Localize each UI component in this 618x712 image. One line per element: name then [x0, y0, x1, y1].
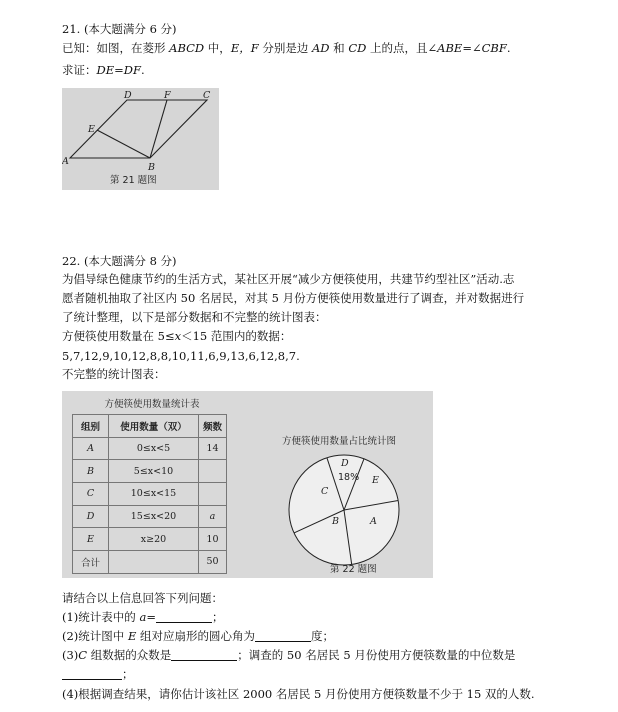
label-f: F [164, 90, 171, 101]
sub3-mid2: ；调查的 50 名居民 5 月份使用方便筷数量的中位数是 [237, 648, 516, 662]
q21-prove-end: . [140, 63, 145, 77]
pie-label-b: B [332, 516, 339, 527]
q22-data-line: 5,7,12,9,10,12,8,8,10,11,6,9,13,6,12,8,7. [62, 349, 300, 363]
sub2-end: 度； [311, 629, 335, 643]
sub1-prefix: (1)统计表中的 [62, 610, 140, 624]
cell-freq: a [199, 505, 227, 528]
q22-sub3-cont [62, 666, 134, 682]
q22-sub3 [62, 647, 515, 663]
q21-given-mid3: 和 [329, 41, 349, 55]
sub2-mid: 组对应扇形的圆心角为 [136, 629, 256, 643]
pie-label-d: D [341, 458, 349, 469]
cell-group: D [73, 505, 109, 528]
q22-ask: 请结合以上信息回答下列问题： [62, 591, 223, 605]
table-title: 方便筷使用数量统计表 [104, 399, 200, 410]
sub2-answer-blank[interactable] [255, 630, 311, 642]
q21-figure [62, 88, 219, 190]
sub3-var: C [78, 648, 88, 662]
segment-be [97, 130, 150, 158]
sub3-median-blank[interactable] [62, 668, 122, 680]
cell-group: B [73, 460, 109, 483]
total-value: 50 [199, 551, 227, 574]
q21-given-cd: CD [348, 41, 367, 55]
q22-paragraph-4 [62, 328, 291, 344]
q22-figure [62, 391, 433, 578]
q22-p4-prefix: 方便筷使用数量在 5≤ [62, 329, 175, 343]
sub1-var: a [139, 610, 147, 624]
q22-p4-suffix: ＜15 范围内的数据： [181, 329, 292, 343]
label-c: C [203, 90, 211, 101]
q21-prove-eq: DE=DF [96, 63, 141, 77]
q22-sub1 [62, 609, 223, 625]
cell-group: A [73, 437, 109, 460]
q21-given [62, 40, 510, 56]
sub3-mid: 组数据的众数是 [87, 648, 172, 662]
q21-given-end: . [506, 41, 511, 55]
q21-given-abcd: ABCD [169, 41, 205, 55]
sub2-var: E [127, 629, 137, 643]
q21-given-ad: AD [312, 41, 330, 55]
cell-range: x≥20 [109, 528, 199, 551]
label-b: B [148, 162, 155, 173]
figure22-caption: 第 22 题图 [330, 564, 377, 575]
q22-paragraph-3: 了统计整理，以下是部分数据和不完整的统计图表： [62, 310, 327, 324]
figure21-caption: 第 21 题图 [110, 175, 157, 186]
q21-prove [62, 62, 145, 78]
total-label: 合计 [73, 551, 109, 574]
sub2-prefix: (2)统计图中 [62, 629, 128, 643]
q21-header: 21. (本大题满分 6 分) [62, 22, 177, 36]
label-d: D [124, 90, 132, 101]
q21-given-mid1: 中， [204, 41, 231, 55]
label-a: A [62, 156, 69, 167]
q21-prove-prefix: 求证： [62, 63, 97, 77]
header-freq: 频数 [199, 415, 227, 438]
sub1-end: ； [211, 610, 224, 624]
cell-range: 5≤x<10 [109, 460, 199, 483]
cell-range: 0≤x<5 [109, 437, 199, 460]
q22-sub2 [62, 628, 334, 644]
pie-label-e: E [372, 475, 379, 486]
sub1-eq: = [146, 610, 156, 624]
header-range: 使用数量（双） [109, 415, 199, 438]
cell-group: C [73, 483, 109, 506]
q22-paragraph-1: 为倡导绿色健康节约的生活方式，某社区开展“减少方便筷使用，共建节约型社区”活动.志 [62, 272, 515, 286]
cell-range: 10≤x<15 [109, 483, 199, 506]
q21-given-prefix: 已知：如图，在菱形 [62, 41, 170, 55]
pie-d-percent: 18% [338, 472, 360, 483]
q21-given-angle: ∠ABE=∠CBF [427, 41, 507, 55]
pie-title: 方便筷使用数量占比统计图 [282, 436, 397, 447]
label-e: E [88, 124, 95, 135]
q22-paragraph-5: 不完整的统计图表： [62, 367, 166, 381]
q22-header: 22. (本大题满分 8 分) [62, 254, 177, 268]
sub3-end: ； [122, 667, 134, 681]
pie-label-c: C [321, 486, 329, 497]
pie-chart [62, 391, 433, 578]
header-group: 组别 [73, 415, 109, 438]
cell-freq: 10 [199, 528, 227, 551]
cell-freq: 14 [199, 437, 227, 460]
q22-p4-x: x [174, 329, 182, 343]
sub1-answer-blank[interactable] [156, 611, 212, 623]
q22-sub4: (4)根据调查结果，请你估计该社区 2000 名居民 5 月份使用方便筷数量不少于 15 双的人数. [62, 687, 535, 701]
q21-given-mid2: 分别是边 [258, 41, 312, 55]
q21-given-ef: E，F [230, 41, 259, 55]
cell-range: 15≤x<20 [109, 505, 199, 528]
q22-paragraph-2: 愿者随机抽取了社区内 50 名居民，对其 5 月份方便筷使用数量进行了调查，并对数据进行 [62, 291, 525, 305]
pie-label-a: A [370, 516, 377, 527]
q21-given-mid4: 上的点，且 [366, 41, 428, 55]
cell-group: E [73, 528, 109, 551]
sub3-prefix: (3) [62, 648, 79, 662]
sub3-mode-blank[interactable] [171, 649, 237, 661]
